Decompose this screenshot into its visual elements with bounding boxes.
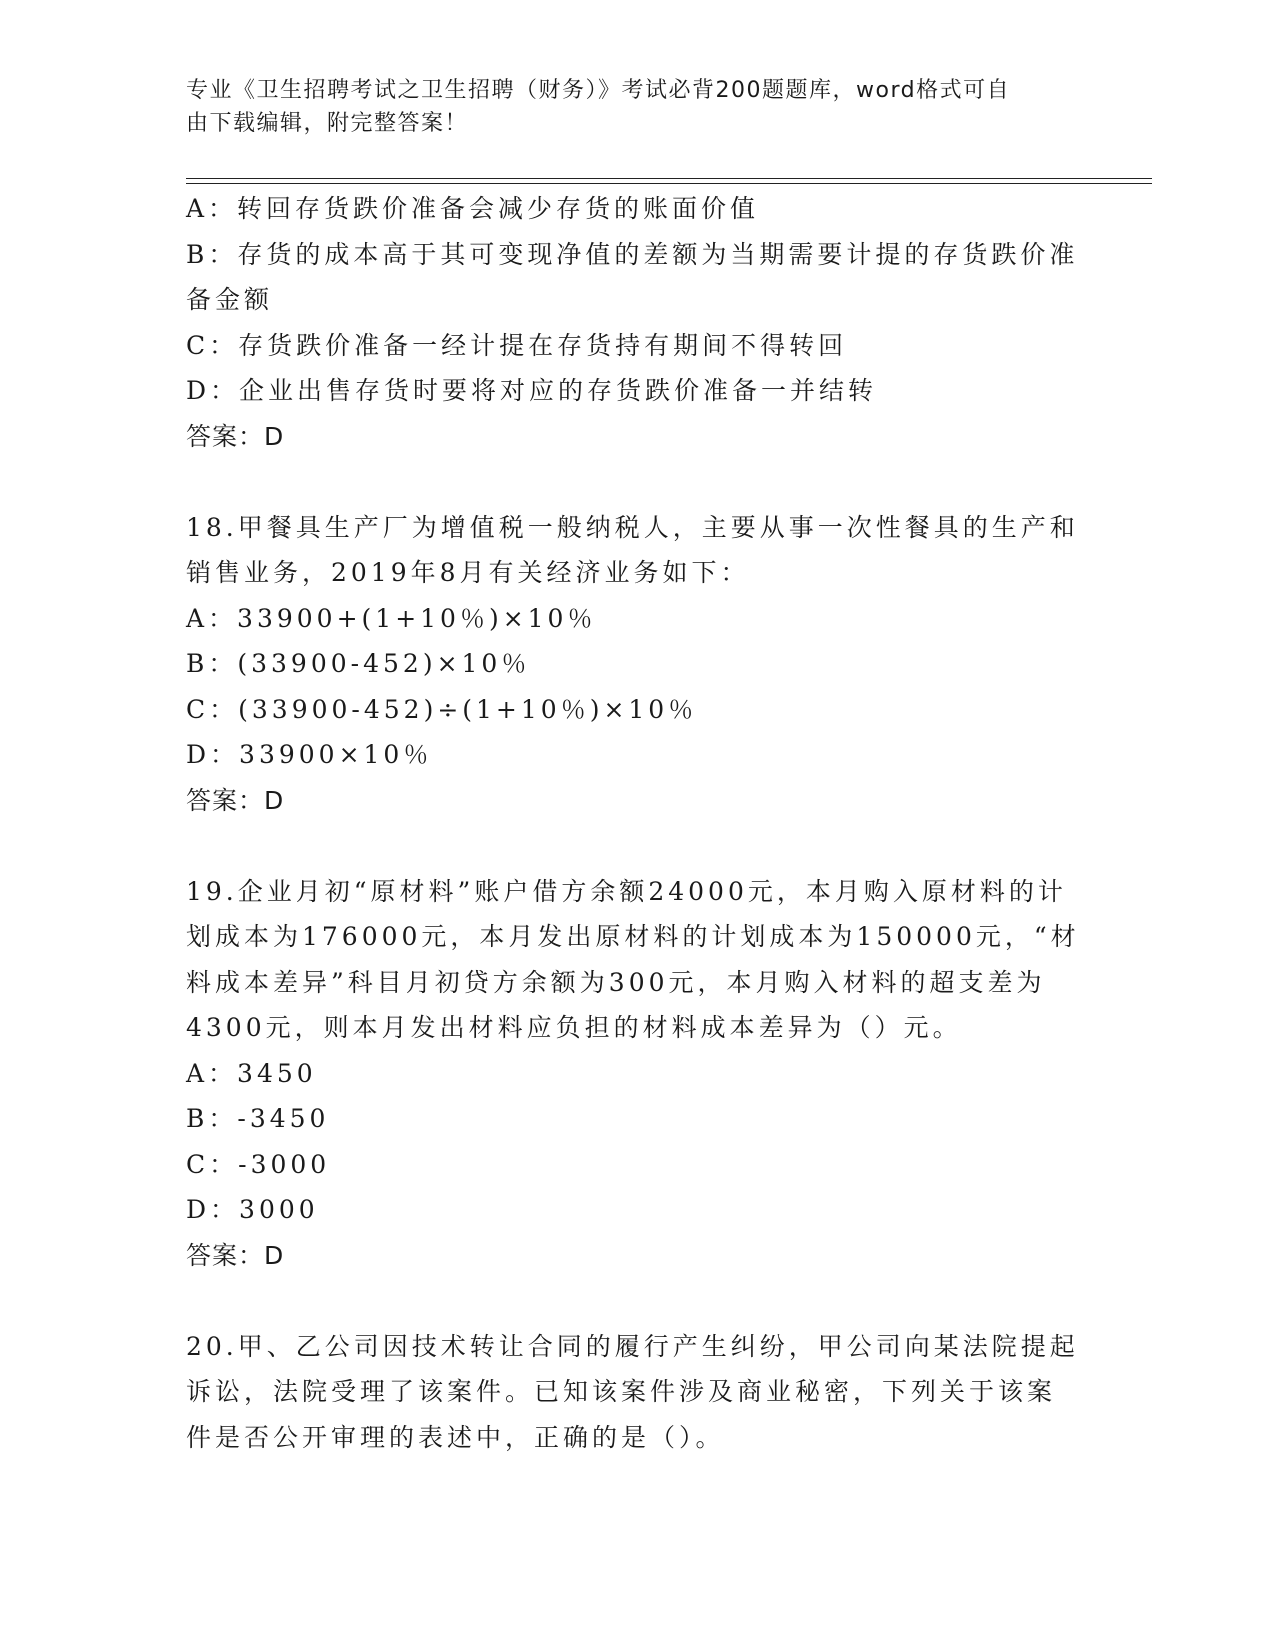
- question-stem-line: 19.企业月初“原材料”账户借方余额24000元，本月购入原材料的计: [186, 876, 1067, 906]
- answer: 答案：D: [186, 1240, 285, 1270]
- option-c: C：-3000: [186, 1149, 331, 1179]
- header-divider-bottom: [186, 183, 1152, 184]
- question-stem-line: 销售业务，2019年8月有关经济业务如下：: [186, 558, 750, 587]
- question-17: [186, 186, 1086, 459]
- question-20: [186, 1324, 1086, 1461]
- option-c: C：存货跌价准备一经计提在存货持有期间不得转回: [186, 330, 848, 360]
- question-18: [186, 505, 1086, 824]
- question-stem-line: 18.甲餐具生产厂为增值税一般纳税人，主要从事一次性餐具的生产和: [186, 512, 1079, 542]
- option-b: B：(33900-452)×10％: [186, 649, 531, 678]
- spacer: [186, 823, 1086, 869]
- question-stem-line: 20.甲、乙公司因技术转让合同的履行产生纠纷，甲公司向某法院提起: [186, 1331, 1079, 1361]
- option-a: A：3450: [186, 1058, 317, 1088]
- option-d: D：企业出售存货时要将对应的存货跌价准备一并结转: [186, 376, 878, 405]
- option-d: D：33900×10％: [186, 740, 433, 769]
- option-b-continued: 备金额: [186, 285, 274, 314]
- header-divider-top: [186, 178, 1152, 179]
- option-b: B：-3450: [186, 1104, 330, 1133]
- answer: 答案：D: [186, 421, 285, 451]
- question-stem-line: 件是否公开审理的表述中，正确的是（）。: [186, 1422, 725, 1452]
- header-line-2: 由下载编辑，附完整答案！: [186, 111, 469, 136]
- question-stem-line: 诉讼，法院受理了该案件。已知该案件涉及商业秘密，下列关于该案: [186, 1377, 1057, 1406]
- question-stem-line: 4300元，则本月发出材料应负担的材料成本差异为（）元。: [186, 1013, 962, 1042]
- option-a: A：33900+(1+10％)×10％: [186, 603, 597, 633]
- option-c: C：(33900-452)÷(1+10％)×10％: [186, 694, 698, 724]
- spacer: [186, 1278, 1086, 1324]
- option-b: B：存货的成本高于其可变现净值的差额为当期需要计提的存货跌价准: [186, 239, 1079, 269]
- option-a: A：转回存货跌价准备会减少存货的账面价值: [186, 194, 760, 223]
- question-stem-line: 划成本为176000元，本月发出原材料的计划成本为150000元，“材: [186, 922, 1080, 951]
- document-header: [186, 74, 1066, 140]
- option-d: D：3000: [186, 1195, 319, 1224]
- header-line-1: 专业《卫生招聘考试之卫生招聘（财务）》考试必背200题题库，word格式可自: [186, 78, 1011, 103]
- answer: 答案：D: [186, 785, 285, 815]
- spacer: [186, 459, 1086, 505]
- question-content: [186, 186, 1086, 1460]
- question-19: [186, 869, 1086, 1279]
- question-stem-line: 料成本差异”科目月初贷方余额为300元，本月购入材料的超支差为: [186, 967, 1046, 997]
